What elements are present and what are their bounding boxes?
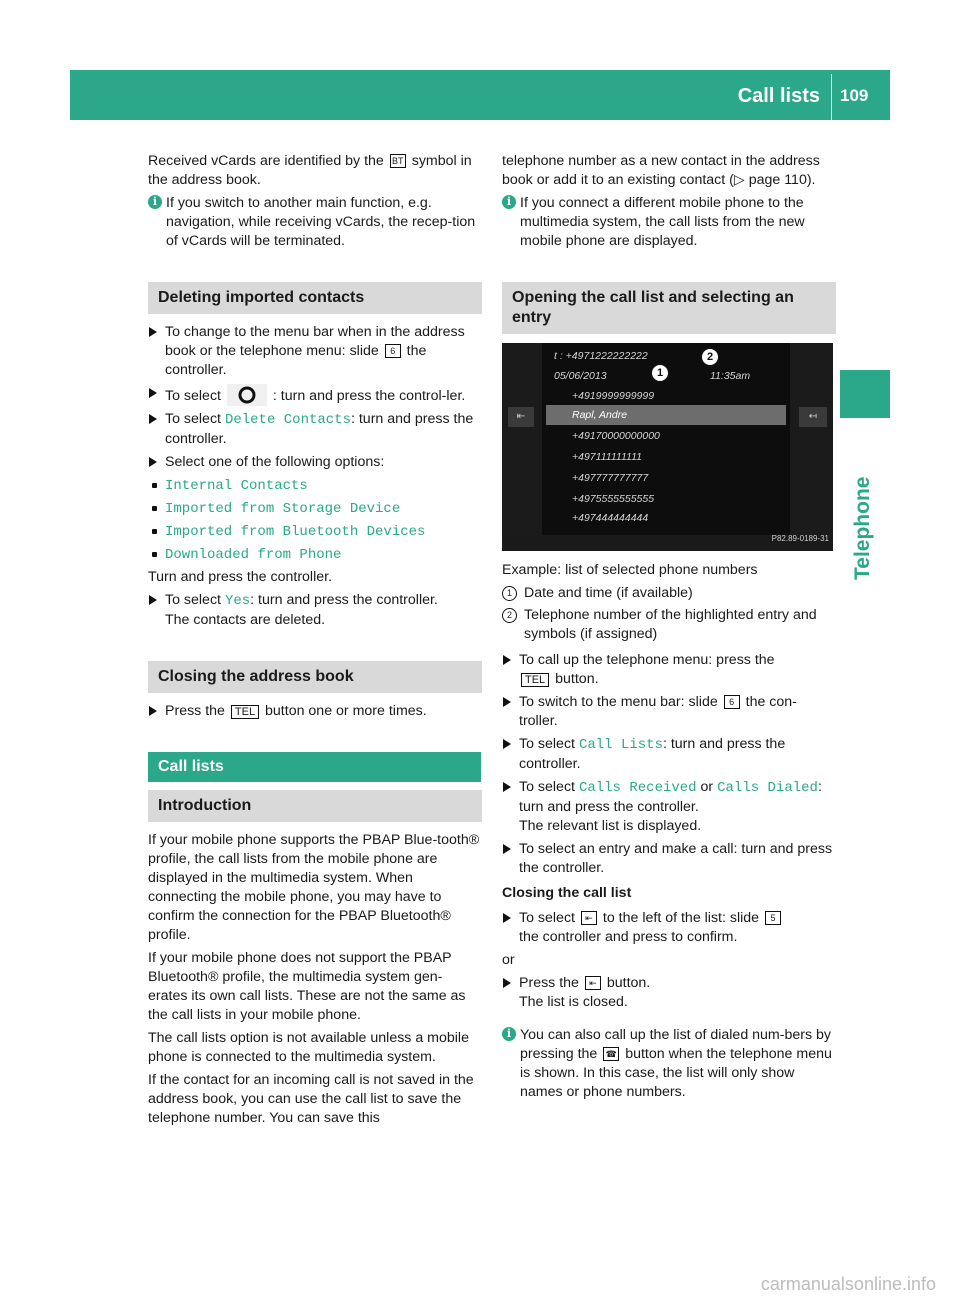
intro-paragraph: The call lists option is not available unless a mobile phone is connected to the multimedia system.: [148, 1030, 469, 1065]
screen-row-date: 05/06/2013: [554, 370, 607, 382]
tel-button-icon: TEL: [231, 705, 259, 719]
text: : turn and press the controller.: [165, 411, 474, 447]
info-text: You can also call up the list of dialed num-bers by pressing the: [520, 1027, 831, 1062]
controller-slide-down-icon: 6: [385, 344, 401, 358]
callout-2: 2: [700, 347, 720, 367]
watermark: [0, 1275, 960, 1294]
header-title: Call lists: [737, 85, 820, 107]
info-text: If you switch to another main function, e.g. navigation, while receiving vCards, the recep-tion of vCards will be terminated.: [166, 195, 476, 249]
arrow-icon: [149, 414, 157, 424]
callout-1: 1: [650, 363, 670, 383]
option-label: Downloaded from Phone: [165, 547, 342, 563]
step: [502, 974, 835, 1012]
step: [502, 651, 835, 689]
option-item: [148, 545, 481, 565]
section-heading: Introduction: [148, 790, 482, 822]
back-button-icon: ⇤: [585, 976, 601, 990]
arrow-icon: [503, 655, 511, 665]
arrow-icon: [503, 844, 511, 854]
arrow-icon: [149, 327, 157, 337]
text: To select: [519, 736, 575, 752]
step: [148, 702, 481, 721]
step: [502, 840, 835, 878]
text: : turn and press the control-ler.: [272, 388, 466, 404]
text: Select one of the following options:: [165, 454, 385, 470]
option-label: Imported from Storage Device: [165, 501, 401, 517]
menu-item-calls-received: Calls Received: [578, 780, 697, 796]
menu-item-calls-dialed: Calls Dialed: [717, 780, 818, 796]
text: : turn and press the controller.: [250, 592, 438, 608]
info-icon: i: [502, 195, 516, 209]
text: To call up the telephone menu: press the: [519, 652, 775, 668]
arrow-icon: [503, 739, 511, 749]
text: symbol in the address book.: [148, 153, 472, 188]
left-column: [148, 152, 481, 1132]
tel-button-icon: TEL: [521, 673, 549, 687]
text: the controller and press to confirm.: [519, 929, 738, 945]
bluetooth-icon: BT: [390, 154, 406, 168]
option-item: [148, 499, 481, 519]
arrow-icon: [149, 706, 157, 716]
text: Press the: [165, 703, 225, 719]
option-label: Internal Contacts: [165, 478, 308, 494]
text: the con-troller.: [519, 694, 797, 729]
legend-item: [502, 606, 835, 644]
menu-item-call-lists: Call Lists: [578, 737, 663, 753]
arrow-icon: [503, 697, 511, 707]
section-heading: Closing the address book: [148, 661, 482, 693]
settings-icon: [227, 384, 267, 406]
text: To select: [519, 910, 575, 926]
info-text: button when the telephone menu is shown. In this case, the list will only show names or phone numbers.: [520, 1046, 832, 1100]
step: [148, 384, 481, 406]
header-bar: [70, 70, 890, 120]
text: button.: [555, 671, 599, 687]
header-separator: [831, 74, 832, 120]
intro-paragraph: If the contact for an incoming call is not saved in the address book, you can use the call list to save the telephone number. You can save this: [148, 1072, 474, 1126]
screen-row: +497444444444: [572, 512, 649, 524]
controller-slide-left-icon: 5: [765, 911, 781, 925]
text: The contacts are deleted.: [165, 612, 326, 628]
arrow-icon: [503, 782, 511, 792]
screen-right-panel: [790, 343, 833, 551]
info-icon: i: [148, 195, 162, 209]
text: To change to the menu bar when in the address book or the telephone menu: slide: [165, 324, 465, 359]
option-item: [148, 522, 481, 542]
back-icon: ⇤: [508, 407, 534, 427]
legend-item: [502, 584, 835, 603]
watermark-text: carmanualsonline.info: [760, 1274, 936, 1294]
page-number: 109: [840, 86, 869, 105]
chapter-heading: Call lists: [148, 752, 481, 782]
step: [502, 735, 835, 774]
text: :: [817, 779, 822, 795]
text: : turn and press the controller.: [519, 736, 786, 772]
text: To switch to the menu bar: slide: [519, 694, 718, 710]
menu-item-delete-contacts: Delete Contacts: [224, 412, 351, 428]
screen-row: t : +4971222222222: [554, 350, 648, 362]
or-text: or: [502, 952, 515, 968]
side-tab: [845, 390, 885, 580]
step: [148, 591, 481, 630]
text: Received vCards are identified by the: [148, 153, 384, 169]
text: To select: [165, 388, 221, 404]
text: turn and press the controller.: [519, 799, 699, 815]
text: To select: [519, 779, 575, 795]
step: [502, 693, 835, 731]
step: [148, 410, 481, 449]
arrow-icon: [503, 978, 511, 988]
menu-item-yes: Yes: [224, 593, 251, 609]
text: The relevant list is displayed.: [519, 818, 702, 834]
vcard-paragraph: [148, 152, 481, 190]
figure-caption: Example: list of selected phone numbers: [502, 562, 758, 578]
screen-row-selected: Rapl, Andre: [572, 409, 628, 421]
screen-row: +4975555555555: [572, 493, 655, 505]
screen-row-time: 11:35am: [710, 370, 751, 382]
call-list-screenshot: [502, 343, 833, 551]
text: Press the: [519, 975, 579, 991]
screen-row: +4919999999999: [572, 390, 655, 402]
text: or: [700, 779, 714, 795]
text: To select: [165, 411, 221, 427]
option-item: [148, 476, 481, 496]
continued-paragraph: telephone number as a new contact in the address book or add it to an existing contact (▷ page 110).: [502, 153, 820, 188]
arrow-icon: [503, 913, 511, 923]
intro-paragraph: If your mobile phone does not support the PBAP Bluetooth® profile, the multimedia system gen-erates its own call lists. These are not the same as the call lists in your mobile phone.: [148, 950, 466, 1023]
step: [148, 453, 481, 472]
screen-left-panel: [502, 343, 542, 551]
arrow-icon: [149, 457, 157, 467]
info-note: [502, 1026, 835, 1102]
info-icon: i: [502, 1027, 516, 1041]
text: button.: [606, 975, 651, 991]
section-heading: Deleting imported contacts: [148, 282, 482, 314]
back-icon: ⇤: [581, 911, 597, 925]
arrow-icon: [149, 388, 157, 398]
subheading: Closing the call list: [502, 885, 632, 901]
info-note: [502, 194, 835, 251]
text: Date and time (if available): [524, 585, 693, 601]
right-column: [502, 152, 835, 1106]
screen-row: +497777777777: [572, 472, 649, 484]
info-text: If you connect a different mobile phone to the multimedia system, the call lists from the new mobile phone are displayed.: [520, 195, 805, 249]
section-heading: Opening the call list and selecting an entry: [502, 282, 836, 334]
side-tab-label: Telephone: [851, 476, 874, 580]
controller-slide-down-icon: 6: [724, 695, 740, 709]
figure-reference: P82.89-0189-31: [771, 534, 829, 543]
turn-press-text: Turn and press the controller.: [148, 569, 333, 585]
step: [502, 909, 835, 947]
text: To select an entry and make a call: turn and press the controller.: [519, 841, 833, 876]
legend-number: 2: [502, 608, 517, 623]
text: to the left of the list: slide: [602, 910, 760, 926]
intro-paragraph: If your mobile phone supports the PBAP Blue-tooth® profile, the call lists from the mobile phone are displayed in the multimedia system. When connecting the mobile phone, you may have to confirm the connection for the PBAP Bluetooth® profile.: [148, 832, 480, 943]
text: The list is closed.: [519, 994, 628, 1010]
phone-icon: ☎: [603, 1047, 619, 1061]
text: To select: [165, 592, 221, 608]
screen-row: +49170000000000: [572, 430, 660, 442]
text: Telephone number of the highlighted entry and symbols (if assigned): [524, 607, 817, 642]
text: button one or more times.: [265, 703, 427, 719]
step: [148, 323, 481, 380]
text: the controller.: [165, 343, 427, 378]
info-note: [148, 194, 481, 251]
call-icon: ↤: [799, 407, 827, 427]
screen-row: +497111111111: [572, 451, 642, 463]
step: [502, 778, 835, 836]
option-label: Imported from Bluetooth Devices: [165, 524, 426, 540]
arrow-icon: [149, 595, 157, 605]
legend-number: 1: [502, 586, 517, 601]
